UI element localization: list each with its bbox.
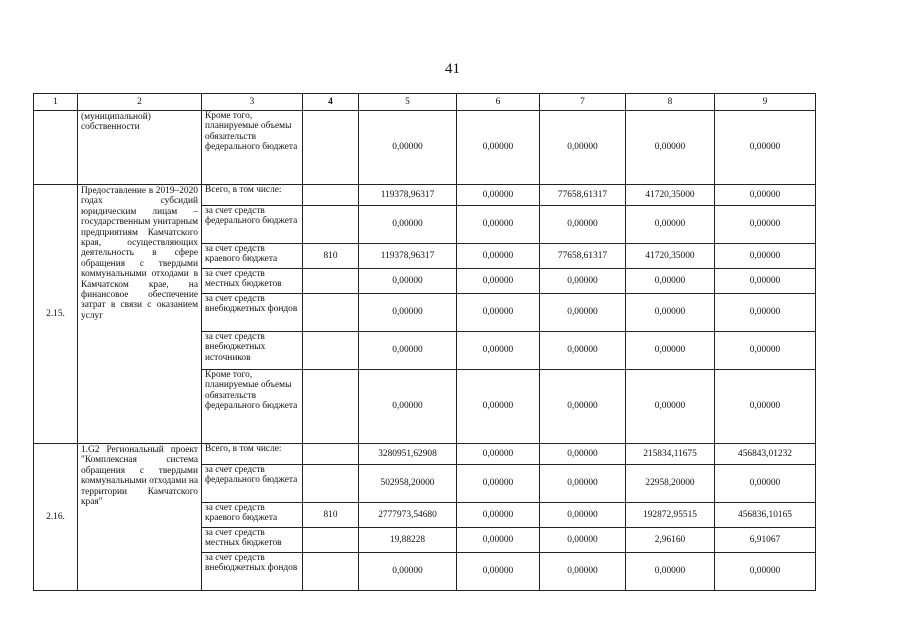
- value-col7: 0,00000: [540, 294, 626, 332]
- budget-table: [33, 93, 816, 591]
- value-col9: 6,91067: [715, 528, 816, 553]
- budget-code: [303, 528, 359, 553]
- value-col9: 0,00000: [715, 111, 816, 185]
- funding-source: за счет средств федерального бюджета: [202, 206, 303, 244]
- budget-code: 810: [303, 244, 359, 269]
- budget-code: [303, 185, 359, 206]
- value-col8: 0,00000: [626, 111, 715, 185]
- value-col7: 0,00000: [540, 553, 626, 591]
- value-col5: 502958,20000: [359, 465, 457, 503]
- table-header-row: [34, 94, 816, 111]
- value-col6: 0,00000: [457, 465, 540, 503]
- header-cell: 1: [34, 94, 78, 111]
- value-col8: 0,00000: [626, 269, 715, 294]
- value-col5: 0,00000: [359, 370, 457, 444]
- value-col7: 77658,61317: [540, 185, 626, 206]
- value-col9: 456843,01232: [715, 444, 816, 465]
- value-col7: 0,00000: [540, 332, 626, 370]
- header-cell: 4: [303, 94, 359, 111]
- value-col5: 3280951,62908: [359, 444, 457, 465]
- funding-source: за счет средств федерального бюджета: [202, 465, 303, 503]
- budget-code: [303, 111, 359, 185]
- funding-source: за счет средств местных бюджетов: [202, 269, 303, 294]
- value-col7: 0,00000: [540, 465, 626, 503]
- value-col6: 0,00000: [457, 528, 540, 553]
- value-col7: 0,00000: [540, 206, 626, 244]
- measure-description: Предоставление в 2019–2020 годах субсидий юридическим лицам – государственным унитарным предприятиям Камчатского края, осуществляющих деятельность в сфере обращения с твердыми коммунальными отходами в Камчатском крае, на финансовое обеспечение затрат в связи с оказанием услуг: [78, 185, 202, 444]
- page-number: 41: [445, 61, 460, 77]
- header-cell: 3: [202, 94, 303, 111]
- budget-code: [303, 444, 359, 465]
- value-col6: 0,00000: [457, 269, 540, 294]
- value-col5: 0,00000: [359, 206, 457, 244]
- value-col5: 0,00000: [359, 553, 457, 591]
- table-row: [34, 111, 816, 185]
- value-col7: 0,00000: [540, 111, 626, 185]
- budget-code: [303, 269, 359, 294]
- value-col5: 119378,96317: [359, 244, 457, 269]
- funding-source: за счет средств местных бюджетов: [202, 528, 303, 553]
- budget-code: [303, 465, 359, 503]
- funding-source: за счет средств краевого бюджета: [202, 244, 303, 269]
- value-col9: 0,00000: [715, 294, 816, 332]
- value-col6: 0,00000: [457, 370, 540, 444]
- measure-description: (муниципальной) собственности: [78, 111, 202, 185]
- value-col8: 41720,35000: [626, 244, 715, 269]
- header-cell: 8: [626, 94, 715, 111]
- value-col9: 0,00000: [715, 206, 816, 244]
- value-col6: 0,00000: [457, 111, 540, 185]
- value-col6: 0,00000: [457, 244, 540, 269]
- value-col8: 0,00000: [626, 206, 715, 244]
- value-col7: 0,00000: [540, 528, 626, 553]
- header-cell: 9: [715, 94, 816, 111]
- value-col9: 0,00000: [715, 244, 816, 269]
- funding-source: Всего, в том числе:: [202, 444, 303, 465]
- row-index: 2.15.: [34, 185, 78, 444]
- value-col7: 0,00000: [540, 269, 626, 294]
- budget-code: [303, 332, 359, 370]
- value-col6: 0,00000: [457, 553, 540, 591]
- value-col8: 192872,95515: [626, 503, 715, 528]
- value-col5: 19,88228: [359, 528, 457, 553]
- value-col6: 0,00000: [457, 185, 540, 206]
- value-col5: 119378,96317: [359, 185, 457, 206]
- header-cell: 7: [540, 94, 626, 111]
- value-col9: 0,00000: [715, 332, 816, 370]
- funding-source: за счет средств краевого бюджета: [202, 503, 303, 528]
- value-col8: 0,00000: [626, 370, 715, 444]
- value-col6: 0,00000: [457, 444, 540, 465]
- budget-code: 810: [303, 503, 359, 528]
- funding-source: Всего, в том числе:: [202, 185, 303, 206]
- value-col8: 215834,11675: [626, 444, 715, 465]
- value-col9: 456836,10165: [715, 503, 816, 528]
- value-col9: 0,00000: [715, 269, 816, 294]
- measure-description: 1.G2 Региональный проект "Комплексная система обращения с твердыми коммунальными отходами на территории Камчатского края": [78, 444, 202, 591]
- value-col5: 0,00000: [359, 294, 457, 332]
- value-col5: 2777973,54680: [359, 503, 457, 528]
- table-row: [34, 185, 816, 206]
- budget-code: [303, 294, 359, 332]
- funding-source: за счет средств внебюджетных фондов: [202, 294, 303, 332]
- table-row: [34, 444, 816, 465]
- value-col5: 0,00000: [359, 269, 457, 294]
- budget-code: [303, 370, 359, 444]
- value-col9: 0,00000: [715, 465, 816, 503]
- value-col8: 41720,35000: [626, 185, 715, 206]
- header-cell: 5: [359, 94, 457, 111]
- value-col8: 0,00000: [626, 294, 715, 332]
- value-col7: 77658,61317: [540, 244, 626, 269]
- value-col7: 0,00000: [540, 503, 626, 528]
- value-col5: 0,00000: [359, 111, 457, 185]
- value-col8: 2,96160: [626, 528, 715, 553]
- header-cell: 6: [457, 94, 540, 111]
- budget-code: [303, 206, 359, 244]
- value-col8: 0,00000: [626, 332, 715, 370]
- value-col6: 0,00000: [457, 294, 540, 332]
- value-col6: 0,00000: [457, 503, 540, 528]
- funding-source: за счет средств внебюджетных фондов: [202, 553, 303, 591]
- header-cell: 2: [78, 94, 202, 111]
- funding-source: за счет средств внебюджетных источников: [202, 332, 303, 370]
- funding-source: Кроме того, планируемые объемы обязательств федерального бюджета: [202, 111, 303, 185]
- value-col9: 0,00000: [715, 185, 816, 206]
- value-col7: 0,00000: [540, 370, 626, 444]
- value-col9: 0,00000: [715, 370, 816, 444]
- row-index: 2.16.: [34, 444, 78, 591]
- funding-source: Кроме того, планируемые объемы обязательств федерального бюджета: [202, 370, 303, 444]
- value-col8: 0,00000: [626, 553, 715, 591]
- value-col8: 22958,20000: [626, 465, 715, 503]
- budget-code: [303, 553, 359, 591]
- row-index: [34, 111, 78, 185]
- value-col6: 0,00000: [457, 332, 540, 370]
- value-col6: 0,00000: [457, 206, 540, 244]
- value-col9: 0,00000: [715, 553, 816, 591]
- value-col5: 0,00000: [359, 332, 457, 370]
- value-col7: 0,00000: [540, 444, 626, 465]
